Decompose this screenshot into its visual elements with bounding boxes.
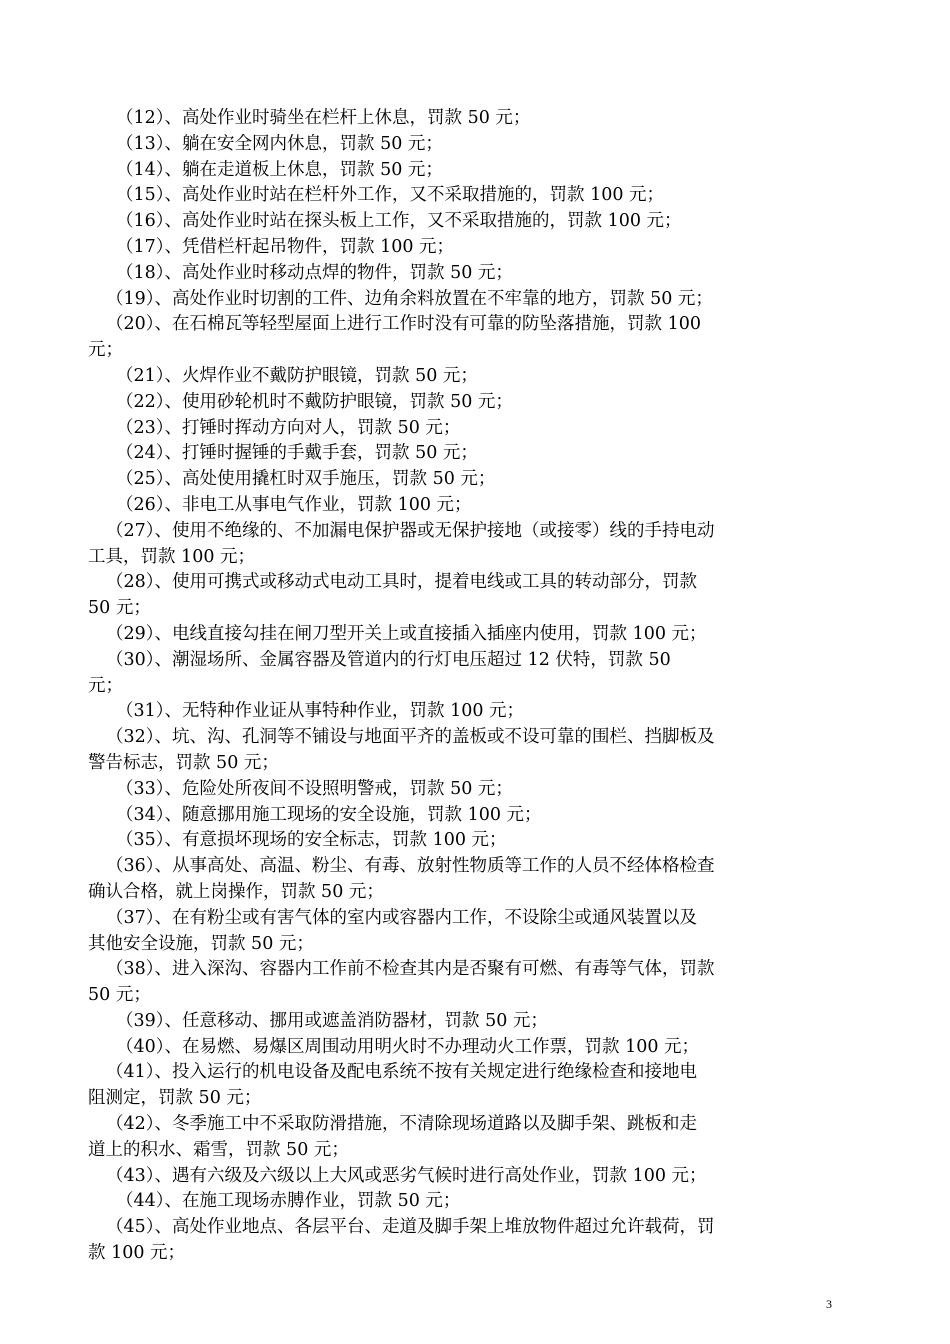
list-item-continuation: 50 元； xyxy=(88,598,151,619)
list-item: （32）、坑、沟、孔洞等不铺设与地面平齐的盖板或不设可靠的围栏、挡脚板及 xyxy=(106,727,715,748)
list-item: （20）、在石棉瓦等轻型屋面上进行工作时没有可靠的防坠落措施，罚款 100 xyxy=(106,314,701,335)
list-item-continuation: 阻测定，罚款 50 元； xyxy=(88,1088,262,1109)
list-item-continuation: 警告标志，罚款 50 元； xyxy=(88,752,279,773)
list-item: （16）、高处作业时站在探头板上工作，又不采取措施的，罚款 100 元； xyxy=(116,211,682,232)
list-item-continuation: 元； xyxy=(88,675,123,696)
list-item: （44）、在施工现场赤膊作业，罚款 50 元； xyxy=(116,1191,461,1212)
list-item: （41）、投入运行的机电设备及配电系统不按有关规定进行绝缘检查和接地电 xyxy=(106,1062,698,1083)
list-item: （45）、高处作业地点、各层平台、走道及脚手架上堆放物件超过允许载荷，罚 xyxy=(106,1217,715,1238)
list-item-continuation: 其他安全设施，罚款 50 元； xyxy=(88,933,314,954)
list-item: （26）、非电工从事电气作业，罚款 100 元； xyxy=(116,494,472,515)
list-item-continuation: 50 元； xyxy=(88,985,151,1006)
page-number: 3 xyxy=(826,1297,832,1311)
list-item: （39）、任意移动、挪用或遮盖消防器材，罚款 50 元； xyxy=(116,1010,548,1031)
list-item: （42）、冬季施工中不采取防滑措施，不清除现场道路以及脚手架、跳板和走 xyxy=(106,1114,698,1135)
list-item: （17）、凭借栏杆起吊物件，罚款 100 元； xyxy=(116,236,455,257)
list-item: （35）、有意损坏现场的安全标志，罚款 100 元； xyxy=(116,830,507,851)
list-item: （13）、躺在安全网内休息，罚款 50 元； xyxy=(116,133,443,154)
list-item: （21）、火焊作业不戴防护眼镜，罚款 50 元； xyxy=(116,365,478,386)
penalty-list xyxy=(88,106,840,1267)
list-item-continuation: 元； xyxy=(88,340,123,361)
list-item: （18）、高处作业时移动点焊的物件，罚款 50 元； xyxy=(116,262,513,283)
list-item-continuation: 工具，罚款 100 元； xyxy=(88,546,256,567)
list-item: （19）、高处作业时切割的工件、边角余料放置在不牢靠的地方，罚款 50 元； xyxy=(106,288,713,309)
list-item: （24）、打锤时握锤的手戴手套，罚款 50 元； xyxy=(116,443,478,464)
list-item: （27）、使用不绝缘的、不加漏电保护器或无保护接地（或接零）线的手持电动 xyxy=(106,520,715,541)
list-item-continuation: 道上的积水、霜雪，罚款 50 元； xyxy=(88,1139,349,1160)
list-item: （15）、高处作业时站在栏杆外工作，又不采取措施的，罚款 100 元； xyxy=(116,185,665,206)
list-item: （25）、高处使用撬杠时双手施压，罚款 50 元； xyxy=(116,469,496,490)
list-item: （23）、打锤时挥动方向对人，罚款 50 元； xyxy=(116,417,461,438)
list-item: （36）、从事高处、高温、粉尘、有毒、放射性物质等工作的人员不经体格检查 xyxy=(106,856,715,877)
list-item: （40）、在易燃、易爆区周围动用明火时不办理动火工作票，罚款 100 元； xyxy=(116,1036,700,1057)
list-item: （43）、遇有六级及六级以上大风或恶劣气候时进行高处作业，罚款 100 元； xyxy=(106,1165,707,1186)
list-item: （30）、潮湿场所、金属容器及管道内的行灯电压超过 12 伏特，罚款 50 xyxy=(106,649,671,670)
list-item-continuation: 款 100 元； xyxy=(88,1243,186,1264)
list-item-continuation: 确认合格，就上岗操作，罚款 50 元； xyxy=(88,881,384,902)
list-item: （28）、使用可携式或移动式电动工具时，提着电线或工具的转动部分，罚款 xyxy=(106,572,698,593)
list-item: （12）、高处作业时骑坐在栏杆上休息，罚款 50 元； xyxy=(116,108,531,128)
list-item: （29）、电线直接勾挂在闸刀型开关上或直接插入插座内使用，罚款 100 元； xyxy=(106,623,707,644)
list-item: （31）、无特种作业证从事特种作业，罚款 100 元； xyxy=(116,701,525,722)
list-item: （34）、随意挪用施工现场的安全设施，罚款 100 元； xyxy=(116,804,542,825)
list-item: （22）、使用砂轮机时不戴防护眼镜，罚款 50 元； xyxy=(116,391,513,412)
list-item: （33）、危险处所夜间不设照明警戒，罚款 50 元； xyxy=(116,778,513,799)
list-item: （38）、进入深沟、容器内工作前不检查其内是否聚有可燃、有毒等气体，罚款 xyxy=(106,959,715,980)
list-item: （37）、在有粉尘或有害气体的室内或容器内工作，不设除尘或通风装置以及 xyxy=(106,907,698,928)
list-item: （14）、躺在走道板上休息，罚款 50 元； xyxy=(116,159,443,180)
